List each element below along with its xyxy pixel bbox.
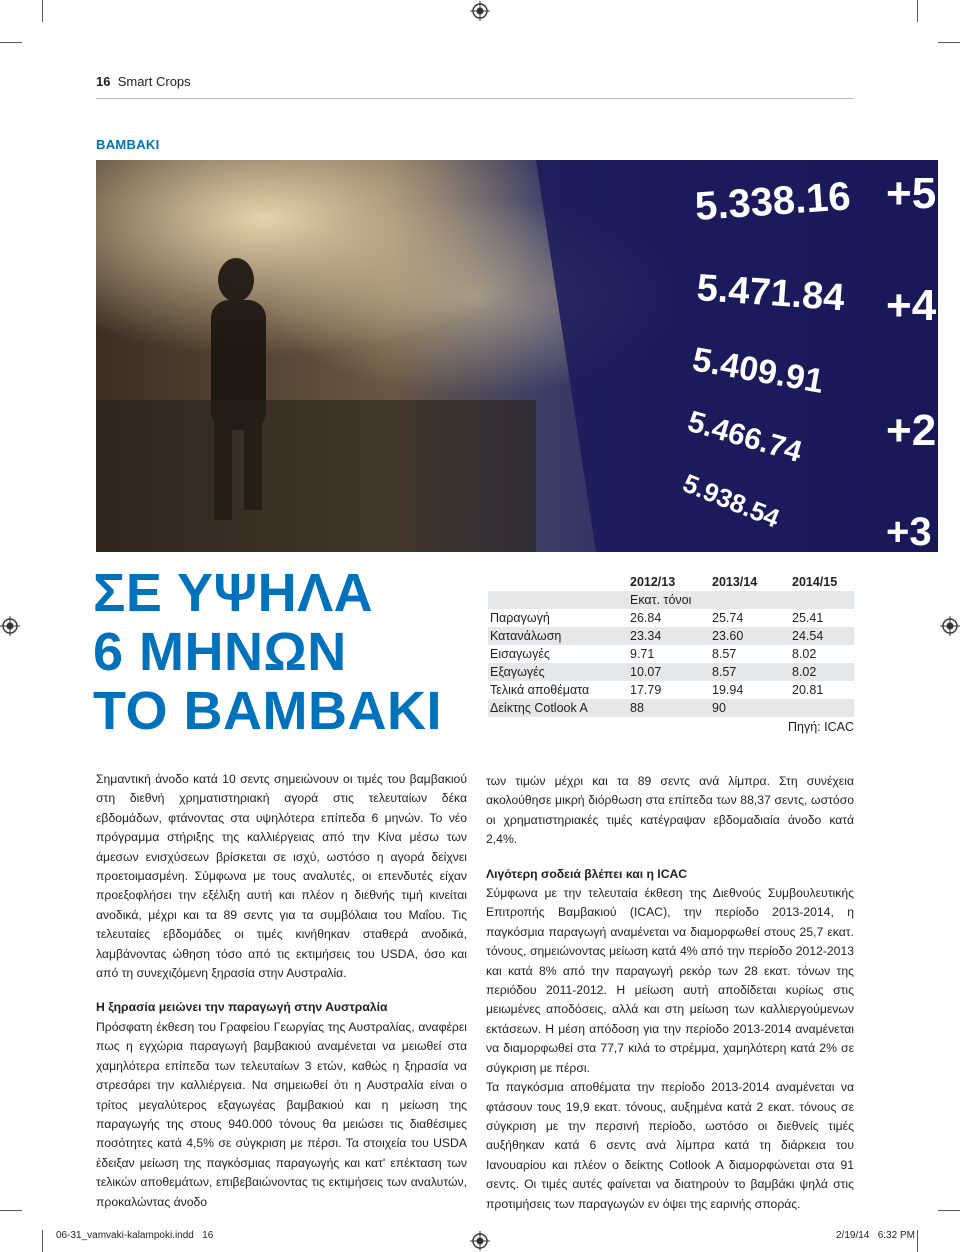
- row-label: Παραγωγή: [490, 611, 550, 625]
- crop-mark: [917, 0, 918, 22]
- change-value: +4: [886, 281, 937, 330]
- row-label: Κατανάλωση: [488, 627, 628, 645]
- running-header: [96, 74, 854, 99]
- publication-name: Smart Crops: [117, 74, 191, 89]
- article-column-left: [96, 770, 467, 1212]
- board-number: 5.409.91: [689, 340, 827, 401]
- table-row: [488, 627, 854, 645]
- table-row: [488, 663, 854, 681]
- board-number: 5.938.54: [678, 467, 784, 534]
- subheading: Λιγότερη σοδειά βλέπει και η ICAC: [486, 866, 688, 881]
- cell: 20.81: [792, 683, 824, 697]
- paragraph: των τιμών μέχρι και τα 89 σεντς ανά λίμπρα. Στη συνέχεια ακολούθησε μικρή διόρθωση στα επίπεδα των 88,37 σεντς, ωστόσο οι χρηματιστηριακές τιμές κατέγραψαν εβδομαδιαία άνοδο κατά 2,4%.: [486, 774, 854, 847]
- cell: 19.94: [712, 683, 744, 697]
- crop-mark: [42, 0, 43, 22]
- cell: 8.57: [710, 663, 790, 681]
- subheading: Η ξηρασία μειώνει την παραγωγή στην Αυστραλία: [96, 1000, 388, 1015]
- headline-line: ΣΕ ΥΨΗΛΑ: [93, 563, 374, 623]
- crop-mark: [42, 1230, 43, 1252]
- paragraph: Σημαντική άνοδο κατά 10 σεντς σημειώνουν οι τιμές του βαμβακιού στη διεθνή χρηματιστηριακή αγορά στις τελευταίων δέκα εβδομάδων, φτάνοντας στα υψηλότερα επίπεδα 6 μηνών. Το νέο πρόγραμμα στήριξης της καλλιέργειας από την Κίνα μέσω των άμεσων ενισχύσεων βρίσκεται σε ισχύ, ωστόσο η αγορά δείχνει προετοιμασμένη. Σύμφωνα με τους αναλυτές, οι επενδυτές είχαν προεξοφλήσει την εξέλιξη αυτή και πλέον η διεθνής τιμή κινείται ανοδικά, μέχρι και τα 89 σεντς για τα συμβόλαια του Μαΐου. Τις τελευταίες εβδομάδες οι τιμές κινήθηκαν σταθερά ανοδικά, λαμβάνοντας ώθηση τόσο από τις εκτιμήσεις του USDA, όσο και από τη συνεχιζόμενη ξηρασία στην Αυστραλία.: [96, 772, 467, 981]
- article-column-right: [486, 772, 854, 1214]
- table-row: [488, 699, 854, 717]
- table-header-row: [488, 573, 854, 591]
- cell: 26.84: [630, 611, 662, 625]
- table-source: Πηγή: ICAC: [788, 720, 854, 734]
- change-value: +5: [886, 169, 937, 218]
- paragraph: Πρόσφατη έκθεση του Γραφείου Γεωργίας της Αυστραλίας, αναφέρει πως η εγχώρια παραγωγή βαμβακιού αναμένεται να μειωθεί στα χαμηλότερα επίπεδα των τελευταίων 3 ετών, καθώς η ξηρασία να στρεσάρει την καλλιέργεια. Να σημειωθεί ότι η Αυστραλία είναι ο τρίτος μεγαλύτερος εξαγωγέας βαμβακιού και η μείωση της παραγωγής της στους 940.000 τόνους θα μειώσει τις διαθέσιμες ποσότητες κατά 4,5% σε σύγκριση με πέρσι. Τα στοιχεία του USDA έδειξαν μείωση της παγκόσμιας παραγωγής και κατ' επέκταση των τελικών αποθεμάτων, επιβεβαιώνοντας τις εκτιμήσεις των αναλυτών, προκαλώντας άνοδο: [96, 1019, 467, 1209]
- cell: [790, 699, 854, 717]
- cell: 8.02: [790, 663, 854, 681]
- headline-line: ΤΟ ΒΑΜΒΑΚΙ: [93, 681, 442, 741]
- cell: 24.54: [790, 627, 854, 645]
- column-header: 2012/13: [630, 575, 676, 589]
- column-header: 2014/15: [792, 575, 838, 589]
- crop-mark: [917, 1230, 918, 1252]
- row-label: Εξαγωγές: [488, 663, 628, 681]
- row-label: Δείκτης Cotlook A: [488, 699, 628, 717]
- crop-mark: [0, 1210, 22, 1211]
- board-number: 5.466.74: [684, 405, 806, 469]
- paragraph: Τα παγκόσμια αποθέματα την περίοδο 2013-2014 αναμένεται να φτάσουν τους 19,9 εκατ. τόνους, αυξημένα κατά 2 εκατ. τόνους σε σύγκριση με την περσινή περίοδο, ωστόσο οι διεθνείς τιμές αυξήθηκαν κατά 6 σεντς ανά λίμπρα κατά τη διάρκεια του Ιανουαρίου και πλέον ο δείκτης Cotlook A διαμορφώνεται στα 91 σεντς. Οι τιμές αυτές φαίνεται να διατηρούν το βαμβάκι ψηλά στις προτιμήσεις των παραγωγών εν όψει της εαρινής σποράς.: [486, 1080, 854, 1211]
- cell: 9.71: [630, 647, 655, 661]
- stock-exchange-photo: [96, 160, 938, 552]
- crop-mark: [0, 42, 22, 43]
- crop-mark: [938, 42, 960, 43]
- change-value: +2: [886, 406, 937, 455]
- cell: 17.79: [630, 683, 662, 697]
- footer-timestamp: 2/19/14 6:32 PM: [836, 1230, 915, 1241]
- production-table: [488, 573, 854, 717]
- cell: 90: [710, 699, 790, 717]
- cell: 88: [628, 699, 710, 717]
- paragraph: Σύμφωνα με την τελευταία έκθεση της Διεθνούς Συμβουλευτικής Επιτροπής Βαμβακιού (ICAC), την περίοδο 2013-2014, η παγκόσμια παραγωγή αναμένεται να διαμορφωθεί στους 25,7 εκατ. τόνους, σημειώνοντας μείωση κατά 4% από την περίοδο 2012-2013 και κατά 8% από την παραγωγή ρεκόρ των 28 εκατ. τόνων της περιόδου 2011-2012. Η μείωση αυτή αποδίδεται κυρίως στις μειωμένες αποδόσεις, αλλά και στη μείωση των καλλιεργούμενων εκτάσεων. Η μέση απόδοση για την περίοδο 2013-2014 αναμένεται να διαμορφωθεί στα 77,7 κιλά το στρέμμα, χαμηλότερη κατά 2% σε σύγκριση με πέρσι.: [486, 886, 854, 1075]
- unit-label: Εκατ. τόνοι: [628, 591, 854, 609]
- cell: 25.41: [792, 611, 824, 625]
- table-row: [488, 609, 854, 627]
- page-number: 16: [96, 74, 111, 89]
- crop-mark: [938, 1210, 960, 1211]
- unit-row: [488, 591, 854, 609]
- registration-mark-icon: [940, 616, 960, 636]
- change-value: +3: [886, 510, 932, 552]
- board-number: 5.471.84: [695, 267, 846, 320]
- cell: 8.02: [792, 647, 817, 661]
- cell: 10.07: [628, 663, 710, 681]
- cell: 25.74: [712, 611, 744, 625]
- footer-file: 06-31_vamvaki-kalampoki.indd 16: [56, 1230, 214, 1241]
- cell: 8.57: [712, 647, 737, 661]
- section-label: ΒΑΜΒΑΚΙ: [96, 137, 160, 152]
- cell: 23.60: [710, 627, 790, 645]
- registration-mark-icon: [470, 1231, 490, 1251]
- headline: [93, 564, 483, 741]
- registration-mark-icon: [470, 1, 490, 21]
- row-label: Τελικά αποθέματα: [490, 683, 590, 697]
- table-row: [488, 645, 854, 663]
- headline-line: 6 ΜΗΝΩΝ: [93, 622, 347, 682]
- registration-mark-icon: [0, 616, 20, 636]
- board-number: 5.338.16: [693, 174, 852, 229]
- cell: 23.34: [628, 627, 710, 645]
- row-label: Εισαγωγές: [490, 647, 550, 661]
- table-row: [488, 681, 854, 699]
- column-header: 2013/14: [712, 575, 758, 589]
